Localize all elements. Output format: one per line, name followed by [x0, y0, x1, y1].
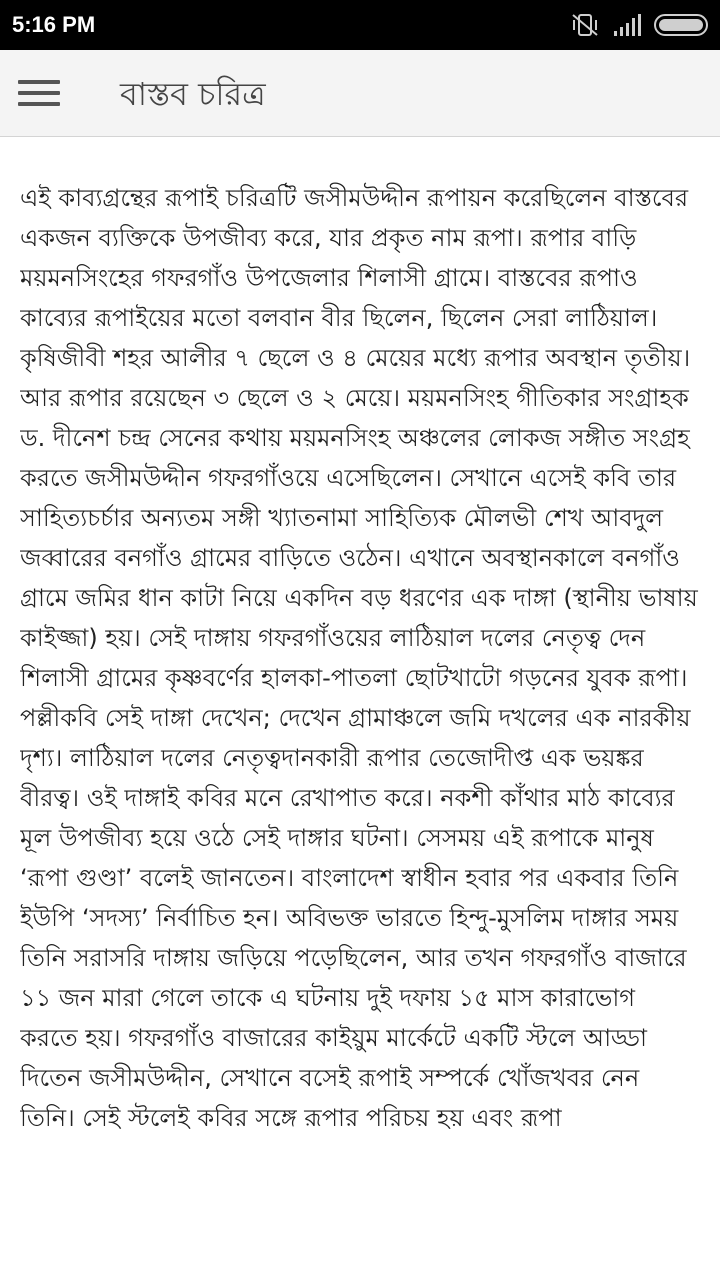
page-title: বাস্তব চরিত্র: [120, 75, 266, 113]
app-bar: [0, 50, 720, 137]
article-content: [20, 178, 700, 1280]
article-body: এই কাব্যগ্রন্থের রূপাই চরিত্রটি জসীমউদ্দীন রূপায়ন করেছিলেন বাস্তবের একজন ব্যক্তিকে উপজীব্য করে, যার প্রকৃত নাম রূপা। রূপার বাড়ি ময়মনসিংহের গফরগাঁও উপজেলার শিলাসী গ্রামে। বাস্তবের রূপাও কাব্যের রূপাইয়ের মতো বলবান বীর ছিলেন, ছিলেন সেরা লাঠিয়াল। কৃষিজীবী শহর আলীর ৭ ছেলে ও ৪ মেয়ের মধ্যে রূপার অবস্থান তৃতীয়। আর রূপার রয়েছেন ৩ ছেলে ও ২ মেয়ে। ময়মনসিংহ গীতিকার সংগ্রাহক ড. দীনেশ চন্দ্র সেনের কথায় ময়মনসিংহ অঞ্চলের লোকজ সঙ্গীত সংগ্রহ করতে জসীমউদ্দীন গফরগাঁওয়ে এসেছিলেন। সেখানে এসেই কবি তার সাহিত্যচর্চার অন্যতম সঙ্গী খ্যাতনামা সাহিত্যিক মৌলভী শেখ আবদুল জব্বারের বনগাঁও গ্রামের বাড়িতে ওঠেন। এখানে অবস্থানকালে বনগাঁও গ্রামে জমির ধান কাটা নিয়ে একদিন বড় ধরণের এক দাঙ্গা (স্থানীয় ভাষায় কাইজ্জা) হয়। সেই দাঙ্গায় গফরগাঁওয়ের লাঠিয়াল দলের নেতৃত্ব দেন শিলাসী গ্রামের কৃষ্ণবর্ণের হালকা-পাতলা ছোটখাটো গড়নের যুবক রূপা। পল্লীকবি সেই দাঙ্গা দেখেন; দেখেন গ্রামাঞ্চলে জমি দখলের এক নারকীয় দৃশ্য। লাঠিয়াল দলের নেতৃত্বদানকারী রূপার তেজোদীপ্ত এক ভয়ঙ্কর বীরত্ব। ওই দাঙ্গাই কবির মনে রেখাপাত করে। নকশী কাঁথার মাঠ কাব্যের মূল উপজীব্য হয়ে ওঠে সেই দাঙ্গার ঘটনা। সেসময় এই রূপাকে মানুষ ‘রূপা গুণ্ডা’ বলেই জানতেন। বাংলাদেশ স্বাধীন হবার পর একবার তিনি ইউপি ‘সদস্য’ নির্বাচিত হন। অবিভক্ত ভারতে হিন্দু-মুসলিম দাঙ্গার সময় তিনি সরাসরি দাঙ্গায় জড়িয়ে পড়েছিলেন, আর তখন গফরগাঁও বাজারে ১১ জন মারা গেলে তাকে এ ঘটনায় দুই দফায় ১৫ মাস কারাভোগ করতে হয়। গফরগাঁও বাজারের কাইয়ুম মার্কেটে একটি স্টলে আড্ডা দিতেন জসীমউদ্দীন, সেখানে বসেই রূপাই সম্পর্কে খোঁজখবর নেন তিনি। সেই স্টলেই কবির সঙ্গে রূপার পরিচয় হয় এবং রূপা: [20, 184, 698, 1132]
vibrate-off-icon: [570, 12, 600, 38]
status-time: 5:16 PM: [12, 12, 96, 37]
hamburger-menu-icon[interactable]: [18, 78, 60, 108]
signal-icon: [612, 13, 642, 37]
status-icons: [570, 11, 710, 39]
status-bar: [0, 0, 720, 50]
battery-icon: [654, 13, 710, 37]
